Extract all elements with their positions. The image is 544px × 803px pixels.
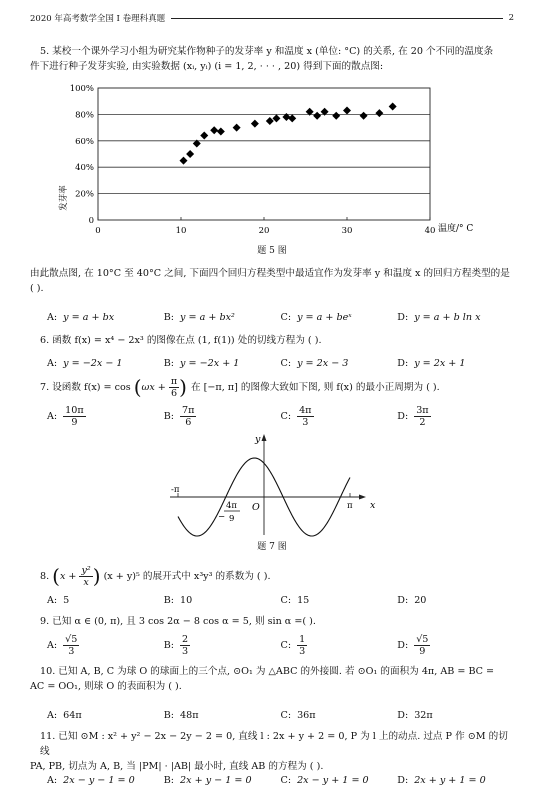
option-key: C: [280, 640, 292, 651]
option-key: C: [280, 312, 292, 323]
q10-line-1: 10. 已知 A, B, C 为球 O 的球面上的三个点, ⊙O₁ 为 △ABC 的外接圆. 若 ⊙O₁ 的面积为 4π, AB = BC = [40, 666, 495, 677]
q7-stem-post: 在 [−π, π] 的图像大致如下图, 则 f(x) 的最小正周期为 ( ). [190, 382, 440, 393]
numerator: 7π [182, 405, 195, 416]
option-key: D: [397, 411, 409, 422]
q9-option-b[interactable] [164, 634, 281, 657]
q7-stem [30, 376, 514, 399]
q10-options [47, 710, 514, 721]
y-label: y [255, 434, 261, 445]
data-point [313, 112, 321, 120]
y-axis-arrow [262, 434, 267, 441]
mark-minus: − [218, 512, 226, 522]
q5-line-1: 5. 某校一个课外学习小组为研究某作物种子的发芽率 y 和温度 x (单位: °C) 的关系, 在 20 个不同的温度条 [40, 46, 494, 57]
option-value: 32π [414, 710, 433, 721]
q8-option-c[interactable] [281, 595, 398, 606]
cosine-graph [0, 430, 544, 540]
option-value: 2x − y + 1 = 0 [297, 775, 369, 786]
option-key: D: [397, 595, 409, 606]
option-value: 2x + y + 1 = 0 [414, 775, 486, 786]
data-point [360, 112, 368, 120]
option-value: 36π [297, 710, 316, 721]
q5-option-b[interactable] [164, 312, 281, 323]
q5-option-c[interactable] [281, 312, 398, 323]
option-fraction [63, 405, 86, 428]
option-value: 48π [180, 710, 199, 721]
option-value: 10 [180, 595, 193, 606]
numerator: √5 [416, 634, 429, 645]
q9-option-a[interactable] [47, 634, 164, 657]
data-point [233, 124, 241, 132]
denominator: 6 [170, 388, 178, 399]
option-key: A: [47, 710, 58, 721]
option-value: y = a + bx² [180, 312, 235, 323]
q8-number: 8. [40, 571, 50, 582]
numerator: 10π [65, 405, 84, 416]
numerator: √5 [65, 634, 78, 645]
q7-option-a[interactable] [47, 405, 164, 428]
option-key: B: [163, 312, 175, 323]
q11-line-1: 11. 已知 ⊙M : x² + y² − 2x − 2y − 2 = 0, 直线 l : 2x + y + 2 = 0, P 为 l 上的动点. 过点 P 作 ⊙M 的切线 [40, 731, 508, 757]
option-value: y = a + bx [63, 312, 115, 323]
q6-options [47, 358, 514, 369]
option-key: D: [397, 358, 409, 369]
data-point [288, 114, 296, 122]
option-value: 20 [414, 595, 427, 606]
x-label: x [370, 500, 376, 511]
numerator: 3π [416, 405, 429, 416]
x-tick-label: 40 [424, 226, 436, 236]
option-key: B: [163, 411, 175, 422]
q8-stem [30, 565, 514, 588]
option-value: 5 [63, 595, 70, 606]
option-key: D: [397, 775, 409, 786]
option-fraction [414, 405, 430, 428]
option-fraction [63, 634, 79, 657]
chart-points [179, 102, 396, 164]
data-point [272, 114, 280, 122]
denominator: 3 [182, 646, 189, 657]
option-value: y = a + b ln x [414, 312, 481, 323]
origin-label: O [252, 502, 260, 513]
denominator: 3 [68, 646, 75, 657]
neg-pi-label: -π [171, 485, 180, 495]
option-value: y = −2x − 1 [63, 358, 123, 369]
q5-after-line-2: ( ). [30, 283, 44, 294]
q7-option-d[interactable] [397, 405, 514, 428]
x-tick-label: 30 [341, 226, 353, 236]
y-tick-label: 100% [69, 84, 94, 94]
q7-caption: 题 7 图 [257, 542, 287, 552]
q8-options [47, 595, 514, 606]
option-key: C: [280, 411, 292, 422]
q10-option-b[interactable] [164, 710, 281, 721]
q8-stem-post: (x + y)⁵ 的展开式中 x³y³ 的系数为 ( ). [103, 571, 271, 582]
paren-open: ( [52, 564, 60, 588]
question-5-stem [30, 44, 514, 74]
q5-options [47, 312, 514, 323]
data-point [332, 112, 340, 120]
scatter-chart [0, 78, 544, 253]
data-point [200, 132, 208, 140]
q11-stem [30, 729, 514, 774]
q10-option-d[interactable] [397, 710, 514, 721]
q5-line-2: 件下进行种子发芽实验, 由实验数据 (xᵢ, yᵢ) (i = 1, 2, · · · , 20) 得到下面的散点图: [30, 61, 384, 72]
option-key: D: [397, 312, 409, 323]
q6-option-b[interactable] [164, 358, 281, 369]
option-fraction [180, 634, 190, 657]
x-axis-label: 温度/° C [438, 224, 474, 234]
option-value: 64π [63, 710, 82, 721]
pi-label: π [347, 501, 353, 511]
option-key: A: [47, 595, 58, 606]
numerator: y² [81, 565, 91, 576]
header-rule [171, 18, 502, 19]
denominator: 9 [419, 646, 426, 657]
q9-option-d[interactable] [397, 634, 514, 657]
q8-fraction [79, 565, 92, 588]
data-point [375, 109, 383, 117]
option-key: A: [47, 312, 58, 323]
option-value: y = a + beˣ [297, 312, 352, 323]
q8-inner: x + [59, 571, 77, 582]
q5-caption: 题 5 图 [257, 246, 287, 256]
page-number: 2 [508, 13, 514, 23]
q8-option-b[interactable] [164, 595, 281, 606]
y-tick-label: 80% [75, 110, 94, 121]
paren-open: ( [133, 375, 142, 399]
q11-line-2: PA, PB, 切点为 A, B, 当 |PM| · |AB| 最小时, 直线 AB 的方程为 ( ). [30, 761, 324, 772]
q8-option-a[interactable] [47, 595, 164, 606]
denominator: 2 [419, 417, 426, 428]
q9-options [47, 634, 514, 657]
option-key: A: [47, 358, 58, 369]
option-key: C: [280, 358, 292, 369]
x-tick-label: 0 [95, 226, 101, 236]
q6-option-a[interactable] [47, 358, 164, 369]
y-axis-label: 发芽率 [59, 185, 69, 211]
y-tick-label: 60% [75, 136, 94, 147]
numerator: 4π [299, 405, 312, 416]
data-point [210, 126, 218, 134]
x-tick-label: 20 [258, 226, 270, 236]
q6-option-d[interactable] [397, 358, 514, 369]
option-key: C: [280, 595, 292, 606]
denominator: 3 [299, 646, 306, 657]
mark-denominator: 9 [229, 514, 235, 524]
option-key: A: [47, 640, 58, 651]
denominator: 3 [302, 417, 309, 428]
option-value: y = 2x + 1 [414, 358, 466, 369]
y-tick-label: 0 [88, 216, 94, 226]
x-tick-label: 10 [175, 226, 187, 236]
q10-stem [30, 664, 514, 694]
option-value: 2x + y − 1 = 0 [180, 775, 252, 786]
q5-option-a[interactable] [47, 312, 164, 323]
option-fraction [297, 634, 307, 657]
option-fraction [180, 405, 196, 428]
option-value: 2x − y − 1 = 0 [63, 775, 135, 786]
q7-arg: ωx + [141, 382, 166, 393]
q9-stem: 9. 已知 α ∈ (0, π), 且 3 cos 2α − 8 cos α = 5, 则 sin α =( ). [40, 616, 316, 627]
option-key: D: [397, 640, 409, 651]
q5-followup [30, 266, 514, 296]
q11-options [47, 775, 514, 786]
page-header [30, 11, 514, 25]
denominator: 6 [185, 417, 192, 428]
data-point [343, 106, 351, 114]
q5-option-d[interactable] [397, 312, 514, 323]
data-point [266, 117, 274, 125]
option-key: B: [163, 358, 175, 369]
paren-close: ) [179, 375, 187, 399]
q6-stem: 6. 函数 f(x) = x⁴ − 2x³ 的图像在点 (1, f(1)) 处的切线方程为 ( ). [40, 335, 322, 346]
denominator: 9 [71, 417, 78, 428]
q11-option-b[interactable] [164, 775, 281, 786]
q8-option-d[interactable] [397, 595, 514, 606]
q7-stem-pre: 7. 设函数 f(x) = cos [40, 382, 131, 393]
x-axis-arrow [359, 495, 366, 500]
data-point [179, 157, 187, 165]
option-fraction [297, 405, 313, 428]
option-key: C: [280, 775, 292, 786]
data-point [251, 120, 259, 128]
chart-axes [70, 84, 436, 236]
q6-option-c[interactable] [281, 358, 398, 369]
numerator: π [170, 376, 178, 387]
q7-options [47, 405, 514, 428]
option-value: 15 [297, 595, 310, 606]
option-value: y = 2x − 3 [297, 358, 349, 369]
q7-option-c[interactable] [281, 405, 398, 428]
option-key: D: [397, 710, 409, 721]
q10-line-2: AC = OO₁, 则球 O 的表面积为 ( ). [30, 681, 182, 692]
data-point [186, 150, 194, 158]
option-key: A: [47, 411, 58, 422]
paren-close: ) [92, 564, 101, 588]
q10-option-c[interactable] [281, 710, 398, 721]
chart-grid [98, 114, 430, 193]
q11-option-d[interactable] [397, 775, 514, 786]
option-key: B: [163, 710, 175, 721]
mark-numerator: 4π [226, 501, 237, 511]
y-tick-label: 20% [75, 189, 94, 200]
data-point [389, 102, 397, 110]
q7-option-b[interactable] [164, 405, 281, 428]
q11-option-c[interactable] [281, 775, 398, 786]
option-fraction [414, 634, 430, 657]
y-tick-label: 40% [75, 163, 94, 174]
q7-arg-fraction [169, 376, 179, 399]
numerator: 2 [182, 634, 189, 645]
plot-frame [98, 88, 430, 220]
q5-after-line-1: 由此散点图, 在 10°C 至 40°C 之间, 下面四个回归方程类型中最适宜作为发芽率 y 和温度 x 的回归方程类型的是 [30, 268, 510, 279]
option-value: y = −2x + 1 [180, 358, 240, 369]
numerator: 1 [299, 634, 306, 645]
option-key: B: [163, 775, 175, 786]
denominator: x [83, 577, 89, 588]
option-key: A: [47, 775, 58, 786]
q10-option-a[interactable] [47, 710, 164, 721]
q11-option-a[interactable] [47, 775, 164, 786]
option-key: C: [280, 710, 292, 721]
option-key: B: [163, 595, 175, 606]
data-point [217, 128, 225, 136]
header-title: 2020 年高考数学全国 I 卷理科真题 [30, 14, 166, 24]
q9-option-c[interactable] [281, 634, 398, 657]
option-key: B: [163, 640, 175, 651]
